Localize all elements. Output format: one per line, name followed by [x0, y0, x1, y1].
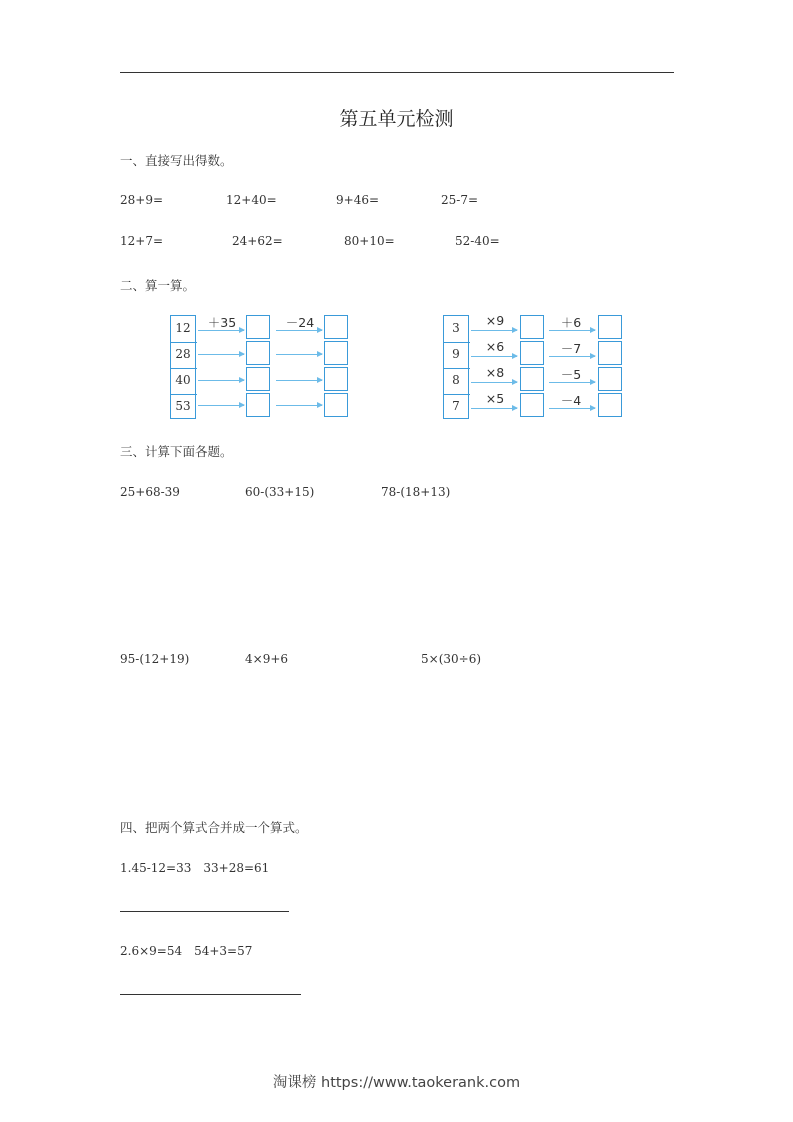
left-answer-box[interactable] [246, 367, 270, 391]
right-input-4: 7 [452, 399, 460, 413]
s4-item-1: 1.45-12=33 33+28=61 [120, 861, 270, 875]
arrow [198, 330, 244, 331]
right-op1-label: ×8 [485, 365, 505, 380]
right-op1-label: ×6 [485, 339, 505, 354]
divider [444, 394, 470, 395]
s3-expr-6: 5×(30÷6) [421, 652, 482, 666]
arrow [549, 408, 595, 409]
section3-heading: 三、计算下面各题。 [120, 444, 233, 459]
s3-expr-2: 60-(33+15) [245, 485, 315, 499]
answer-line-2[interactable] [120, 994, 301, 995]
right-result-box[interactable] [598, 315, 622, 339]
left-calc-diagram [170, 313, 360, 421]
s4-item-2: 2.6×9=54 54+3=57 [120, 944, 253, 958]
divider [171, 342, 197, 343]
left-result-box[interactable] [324, 367, 348, 391]
footer-watermark: 淘课榜 https://www.taokerank.com [272, 1075, 521, 1091]
section4-heading: 四、把两个算式合并成一个算式。 [120, 820, 308, 835]
right-input-3: 8 [452, 373, 460, 387]
arrow [471, 382, 517, 383]
arrow [198, 380, 244, 381]
left-result-box[interactable] [324, 315, 348, 339]
left-answer-box[interactable] [246, 393, 270, 417]
right-input-2: 9 [452, 347, 460, 361]
arrow [549, 382, 595, 383]
s3-expr-5: 4×9+6 [245, 652, 289, 666]
right-op2-label: －7 [560, 341, 582, 356]
s1-expr-4: 25-7= [441, 193, 479, 207]
right-op1-label: ×9 [485, 313, 505, 328]
arrow [198, 354, 244, 355]
left-input-4: 53 [175, 399, 191, 413]
left-result-box[interactable] [324, 393, 348, 417]
arrow [549, 356, 595, 357]
s1-expr-8: 52-40= [455, 234, 500, 248]
arrow [471, 408, 517, 409]
left-input-2: 28 [175, 347, 191, 361]
s3-expr-3: 78-(18+13) [381, 485, 451, 499]
s3-expr-1: 25+68-39 [120, 485, 180, 499]
arrow [276, 330, 322, 331]
right-answer-box[interactable] [520, 367, 544, 391]
s1-expr-6: 24+62= [232, 234, 283, 248]
arrow [471, 330, 517, 331]
s1-expr-1: 28+9= [120, 193, 164, 207]
arrow [198, 405, 244, 406]
right-answer-box[interactable] [520, 393, 544, 417]
arrow [549, 330, 595, 331]
right-op2-label: －5 [560, 367, 582, 382]
right-op2-label: ＋6 [560, 315, 582, 330]
right-answer-box[interactable] [520, 315, 544, 339]
right-op1-label: ×5 [485, 391, 505, 406]
s3-expr-4: 95-(12+19) [120, 652, 190, 666]
divider [171, 394, 197, 395]
left-answer-box[interactable] [246, 315, 270, 339]
left-input-3: 40 [175, 373, 191, 387]
right-result-box[interactable] [598, 341, 622, 365]
s1-expr-3: 9+46= [336, 193, 380, 207]
divider [444, 368, 470, 369]
right-calc-diagram [443, 313, 633, 421]
left-result-box[interactable] [324, 341, 348, 365]
left-input-1: 12 [175, 321, 191, 335]
s1-expr-7: 80+10= [344, 234, 395, 248]
divider [444, 342, 470, 343]
right-input-1: 3 [452, 321, 460, 335]
arrow [276, 380, 322, 381]
right-result-box[interactable] [598, 367, 622, 391]
s1-expr-5: 12+7= [120, 234, 164, 248]
section2-heading: 二、算一算。 [120, 278, 196, 293]
arrow [471, 356, 517, 357]
section1-heading: 一、直接写出得数。 [120, 153, 233, 168]
s1-expr-2: 12+40= [226, 193, 277, 207]
right-result-box[interactable] [598, 393, 622, 417]
right-op2-label: －4 [560, 393, 582, 408]
arrow [276, 354, 322, 355]
left-op1-label: ＋35 [207, 315, 237, 330]
answer-line-1[interactable] [120, 911, 289, 912]
page-title: 第五单元检测 [339, 108, 454, 130]
right-answer-box[interactable] [520, 341, 544, 365]
divider [171, 368, 197, 369]
top-rule [120, 72, 674, 73]
arrow [276, 405, 322, 406]
left-answer-box[interactable] [246, 341, 270, 365]
left-op2-label: －24 [285, 315, 315, 330]
